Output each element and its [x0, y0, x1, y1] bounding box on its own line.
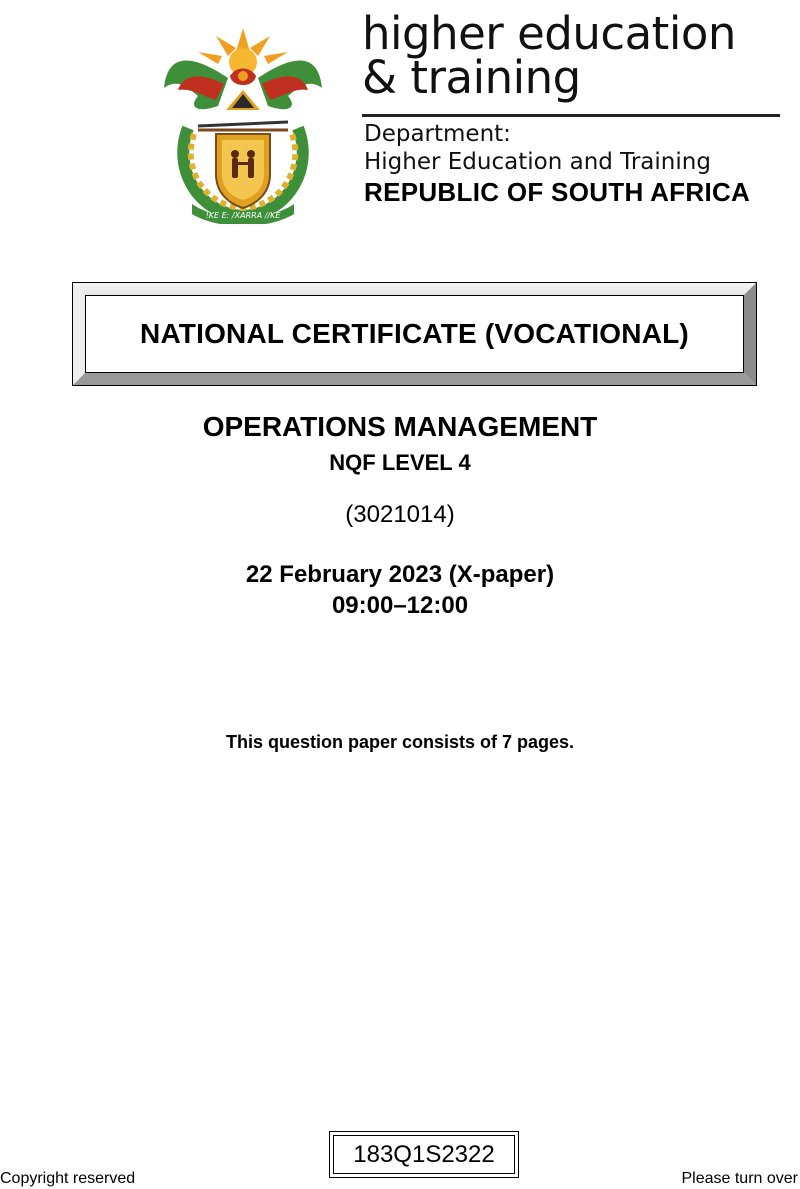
copyright-note: Copyright reserved — [0, 1170, 136, 1187]
exam-time: 09:00–12:00 — [331, 592, 469, 619]
department-label: Department: — [364, 121, 511, 147]
department-name: Higher Education and Training — [364, 149, 711, 175]
nqf-level: NQF LEVEL 4 — [329, 450, 471, 475]
country-name: REPUBLIC OF SOUTH AFRICA — [364, 177, 751, 207]
paper-code: 183Q1S2322 — [333, 1135, 515, 1174]
page-count-note: This question paper consists of 7 pages. — [225, 732, 575, 752]
certificate-title: NATIONAL CERTIFICATE (VOCATIONAL) — [140, 318, 689, 349]
brand-line-2: & training — [362, 51, 581, 104]
brand-line-1: higher education — [362, 7, 736, 60]
crest-motto: !KE E: /XARRA //KE — [205, 211, 281, 220]
certificate-banner — [72, 282, 757, 386]
department-brand — [362, 7, 782, 104]
turn-over-note: Please turn over — [681, 1170, 798, 1187]
paper-code-box — [329, 1131, 519, 1178]
brand-divider — [362, 114, 780, 117]
subject-code: (3021014) — [345, 501, 455, 528]
subject-title: OPERATIONS MANAGEMENT — [202, 411, 598, 442]
coat-of-arms-logo — [158, 18, 328, 224]
exam-date: 22 February 2023 (X-paper) — [245, 561, 555, 588]
